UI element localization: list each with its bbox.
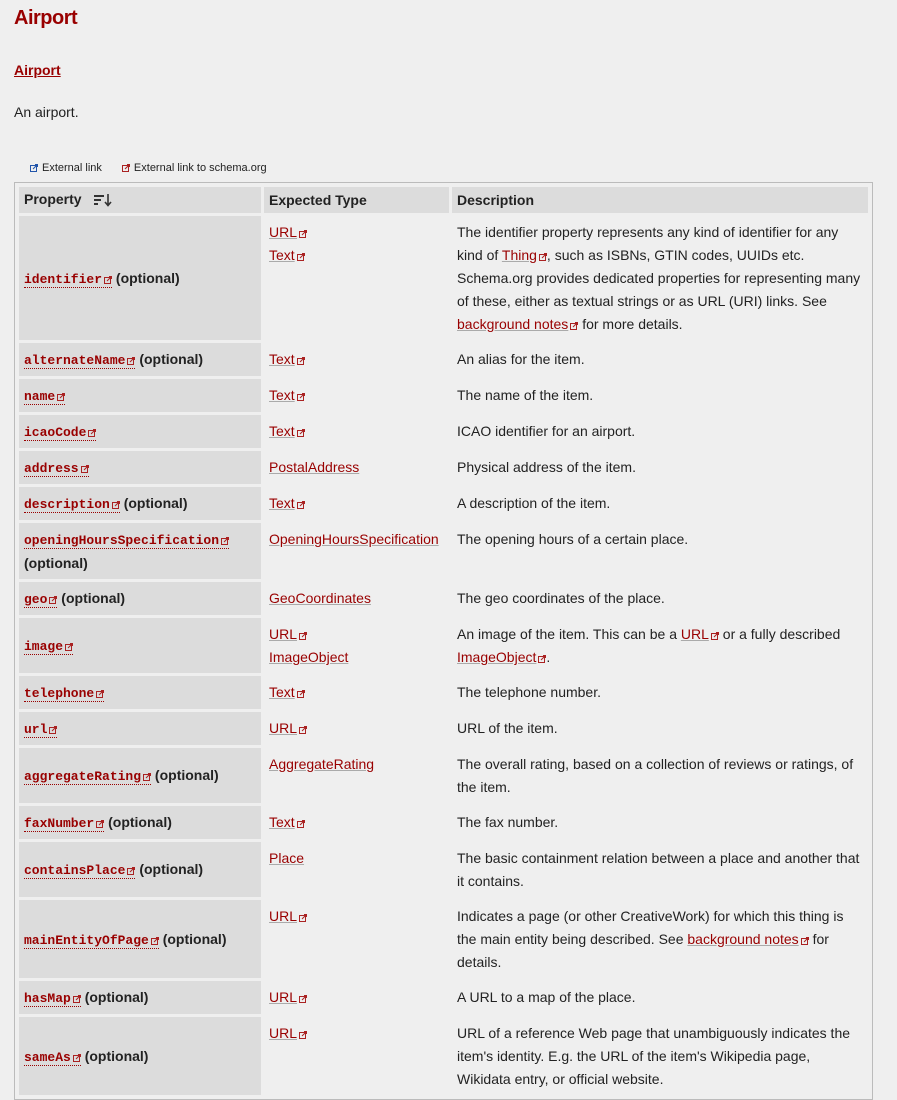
property-name-identifier[interactable]: identifier [24, 272, 112, 288]
description-cell: The opening hours of a certain place. [457, 531, 689, 547]
table-row [19, 1017, 868, 1095]
expected-type-cell [264, 712, 449, 745]
optional-label: (optional) [84, 1047, 149, 1064]
table-row [19, 748, 868, 803]
description-cell: The fax number. [457, 814, 559, 830]
properties-table-wrapper [14, 182, 873, 1100]
schema-link-icon [801, 937, 809, 945]
type-link-text[interactable]: Text [269, 495, 295, 511]
schema-link-icon [96, 690, 104, 698]
property-cell [19, 900, 261, 978]
schema-link-icon [73, 1054, 81, 1062]
desc-link[interactable]: background notes [457, 316, 569, 332]
optional-label: (optional) [154, 767, 219, 783]
schema-link-icon [221, 537, 229, 545]
expected-type-cell [264, 806, 449, 839]
desc-link[interactable]: ImageObject [457, 649, 537, 665]
property-name-hasMap[interactable]: hasMap [24, 991, 81, 1007]
property-cell [19, 582, 261, 615]
property-cell [19, 415, 261, 448]
property-cell [19, 216, 261, 340]
type-link-geocoordinates[interactable]: GeoCoordinates [269, 590, 371, 606]
schema-link-icon [297, 253, 305, 261]
property-name-url[interactable]: url [24, 722, 57, 738]
property-name-sameAs[interactable]: sameAs [24, 1050, 81, 1066]
expected-type-cell [264, 748, 449, 803]
property-name-description[interactable]: description [24, 497, 120, 513]
schema-link-icon [151, 937, 159, 945]
legend-schema-label: External link to schema.org [133, 162, 267, 174]
expected-type-cell [264, 487, 449, 520]
header-property-label: Property [24, 190, 82, 207]
schema-link-icon [57, 393, 65, 401]
table-header-row [19, 187, 868, 213]
type-link-url[interactable]: URL [269, 1025, 298, 1041]
table-row [19, 582, 868, 615]
property-name-mainEntityOfPage[interactable]: mainEntityOfPage [24, 933, 159, 949]
optional-label: (optional) [108, 814, 172, 830]
schema-link-icon [299, 632, 307, 640]
expected-type-cell [264, 343, 449, 376]
schema-link-icon [297, 690, 305, 698]
type-link-text[interactable]: Text [269, 351, 295, 367]
schema-link-icon [88, 429, 96, 437]
type-link-postaladdress[interactable]: PostalAddress [269, 459, 360, 475]
table-row [19, 900, 868, 978]
description-cell: The basic containment relation between a place and another that it contains. [457, 850, 860, 889]
optional-label: (optional) [139, 351, 204, 367]
type-link-text[interactable]: Text [269, 423, 295, 439]
schema-link-icon [112, 501, 120, 509]
property-cell [19, 676, 261, 709]
header-description: Description [452, 187, 868, 213]
expected-type-cell [264, 216, 449, 340]
property-cell [19, 523, 261, 579]
property-name-geo[interactable]: geo [24, 592, 57, 608]
table-body [19, 216, 868, 1095]
optional-label: (optional) [115, 269, 180, 286]
table-row [19, 806, 868, 839]
table-row [19, 415, 868, 448]
description-cell: The overall rating, based on a collection of reviews or ratings, of the item. [457, 756, 854, 795]
expected-type-cell [264, 379, 449, 412]
type-description: An airport. [14, 104, 79, 120]
schema-link-icon [104, 276, 112, 284]
schema-link-icon [299, 1031, 307, 1039]
schema-link-icon [570, 322, 578, 330]
property-cell [19, 487, 261, 520]
schema-link-icon [711, 632, 719, 640]
schema-link-icon [297, 820, 305, 828]
type-link-url[interactable]: URL [269, 720, 298, 736]
property-cell [19, 748, 261, 803]
expected-type-cell [264, 842, 449, 897]
property-cell [19, 451, 261, 484]
schema-link-icon [299, 914, 307, 922]
page-title: Airport [14, 7, 78, 29]
property-cell [19, 806, 261, 839]
expected-type-cell [264, 676, 449, 709]
header-expected-type: Expected Type [264, 187, 449, 213]
schema-link-icon [299, 230, 307, 238]
description-cell: Indicates a page (or other CreativeWork) for which this thing is the main entity being described. See background notes for details. [457, 908, 844, 970]
optional-label: (optional) [61, 590, 126, 606]
type-link-imageobject[interactable]: ImageObject [269, 649, 349, 665]
expected-type-cell [264, 582, 449, 615]
schema-link-icon [73, 995, 81, 1003]
expected-type-cell [264, 451, 449, 484]
property-cell [19, 842, 261, 897]
expected-type-cell [264, 618, 449, 673]
table-row [19, 379, 868, 412]
property-name-address[interactable]: address [24, 461, 89, 477]
property-name-faxNumber[interactable]: faxNumber [24, 816, 104, 832]
schema-link-icon [49, 596, 57, 604]
description-cell: The identifier property represents any kind of identifier for any kind of Thing , such as ISBNs, GTIN codes, UUIDs etc. Schema.org provides dedicated properties for representing many of these, either as textual strings or as URL (URI) links. See background notes for more details. [457, 224, 861, 332]
description-cell: A description of the item. [457, 495, 611, 511]
property-cell [19, 1017, 261, 1095]
schema-link-icon [297, 429, 305, 437]
type-link-url[interactable]: URL [269, 908, 298, 924]
property-cell [19, 379, 261, 412]
type-link-url[interactable]: URL [269, 626, 298, 642]
legend-external-label: External link [42, 162, 102, 174]
sort-icon[interactable] [93, 193, 112, 210]
table-row [19, 343, 868, 376]
external-link-icon [30, 164, 38, 172]
description-cell: The name of the item. [457, 387, 594, 403]
optional-label: (optional) [139, 861, 204, 877]
expected-type-cell [264, 415, 449, 448]
schema-link-icon [143, 773, 151, 781]
schema-link-icon [297, 357, 305, 365]
table-row [19, 618, 868, 673]
property-cell [19, 712, 261, 745]
description-cell: The geo coordinates of the place. [457, 590, 665, 606]
property-name-icaoCode[interactable]: icaoCode [24, 425, 96, 441]
schema-link-icon [299, 726, 307, 734]
header-property[interactable] [19, 187, 261, 213]
schema-link-icon [539, 253, 547, 261]
schema-link-icon [127, 357, 135, 365]
type-link-url[interactable]: URL [269, 989, 298, 1005]
type-link-text[interactable]: Text [269, 814, 295, 830]
expected-type-cell [264, 1017, 449, 1095]
property-cell [19, 618, 261, 673]
property-name-alternateName[interactable]: alternateName [24, 353, 135, 369]
table-row [19, 676, 868, 709]
schema-link-icon [122, 164, 130, 172]
description-cell: URL of the item. [457, 720, 558, 736]
schema-link-icon [81, 465, 89, 473]
property-name-aggregateRating[interactable]: aggregateRating [24, 769, 151, 785]
property-cell [19, 343, 261, 376]
optional-label: (optional) [123, 495, 188, 511]
table-row [19, 487, 868, 520]
legend-schema [120, 162, 267, 174]
description-cell: A URL to a map of the place. [457, 989, 636, 1005]
description-cell: Physical address of the item. [457, 459, 636, 475]
legend-external [28, 162, 102, 174]
table-row [19, 842, 868, 897]
schema-link-icon [49, 726, 57, 734]
property-name-telephone[interactable]: telephone [24, 686, 104, 702]
type-link-url[interactable]: URL [269, 224, 298, 240]
description-cell: URL of a reference Web page that unambiguously indicates the item's identity. E.g. the URL of the item's Wikipedia page, Wikidata entry, or official website. [457, 1025, 851, 1087]
desc-link[interactable]: Thing [501, 247, 537, 263]
type-link-aggregaterating[interactable]: AggregateRating [269, 756, 375, 772]
expected-type-cell [264, 523, 449, 579]
optional-label: (optional) [162, 930, 227, 947]
description-cell: An alias for the item. [457, 351, 585, 367]
schema-link-icon [127, 867, 135, 875]
optional-label: (optional) [24, 555, 88, 571]
property-name-openingHoursSpecification[interactable]: openingHoursSpecification [24, 533, 229, 549]
description-cell: ICAO identifier for an airport. [457, 423, 636, 439]
desc-link[interactable]: background notes [687, 931, 799, 947]
type-link-place[interactable]: Place [269, 850, 305, 866]
table-row [19, 712, 868, 745]
type-link-text[interactable]: Text [269, 387, 295, 403]
desc-link[interactable]: URL [680, 626, 709, 642]
schema-link-icon [96, 820, 104, 828]
table-row [19, 523, 868, 579]
schema-link-icon [65, 643, 73, 651]
schema-link-icon [297, 393, 305, 401]
optional-label: (optional) [84, 989, 149, 1005]
table-row [19, 451, 868, 484]
table-row [19, 216, 868, 340]
property-name-name[interactable]: name [24, 389, 65, 405]
description-cell: The telephone number. [457, 684, 601, 700]
type-link-openinghoursspecification[interactable]: OpeningHoursSpecification [269, 531, 439, 547]
property-name-image[interactable]: image [24, 639, 73, 655]
schema-link-icon [538, 655, 546, 663]
breadcrumb [14, 61, 883, 79]
expected-type-cell [264, 900, 449, 978]
type-link-text[interactable]: Text [269, 247, 295, 263]
breadcrumb-link-airport[interactable]: Airport [14, 62, 61, 78]
type-link-text[interactable]: Text [269, 684, 295, 700]
schema-link-icon [299, 995, 307, 1003]
schema-link-icon [297, 501, 305, 509]
link-legend [28, 161, 883, 175]
properties-table [16, 184, 871, 1098]
description-cell: An image of the item. This can be a URL or a fully described ImageObject . [457, 626, 841, 665]
property-name-containsPlace[interactable]: containsPlace [24, 863, 135, 879]
